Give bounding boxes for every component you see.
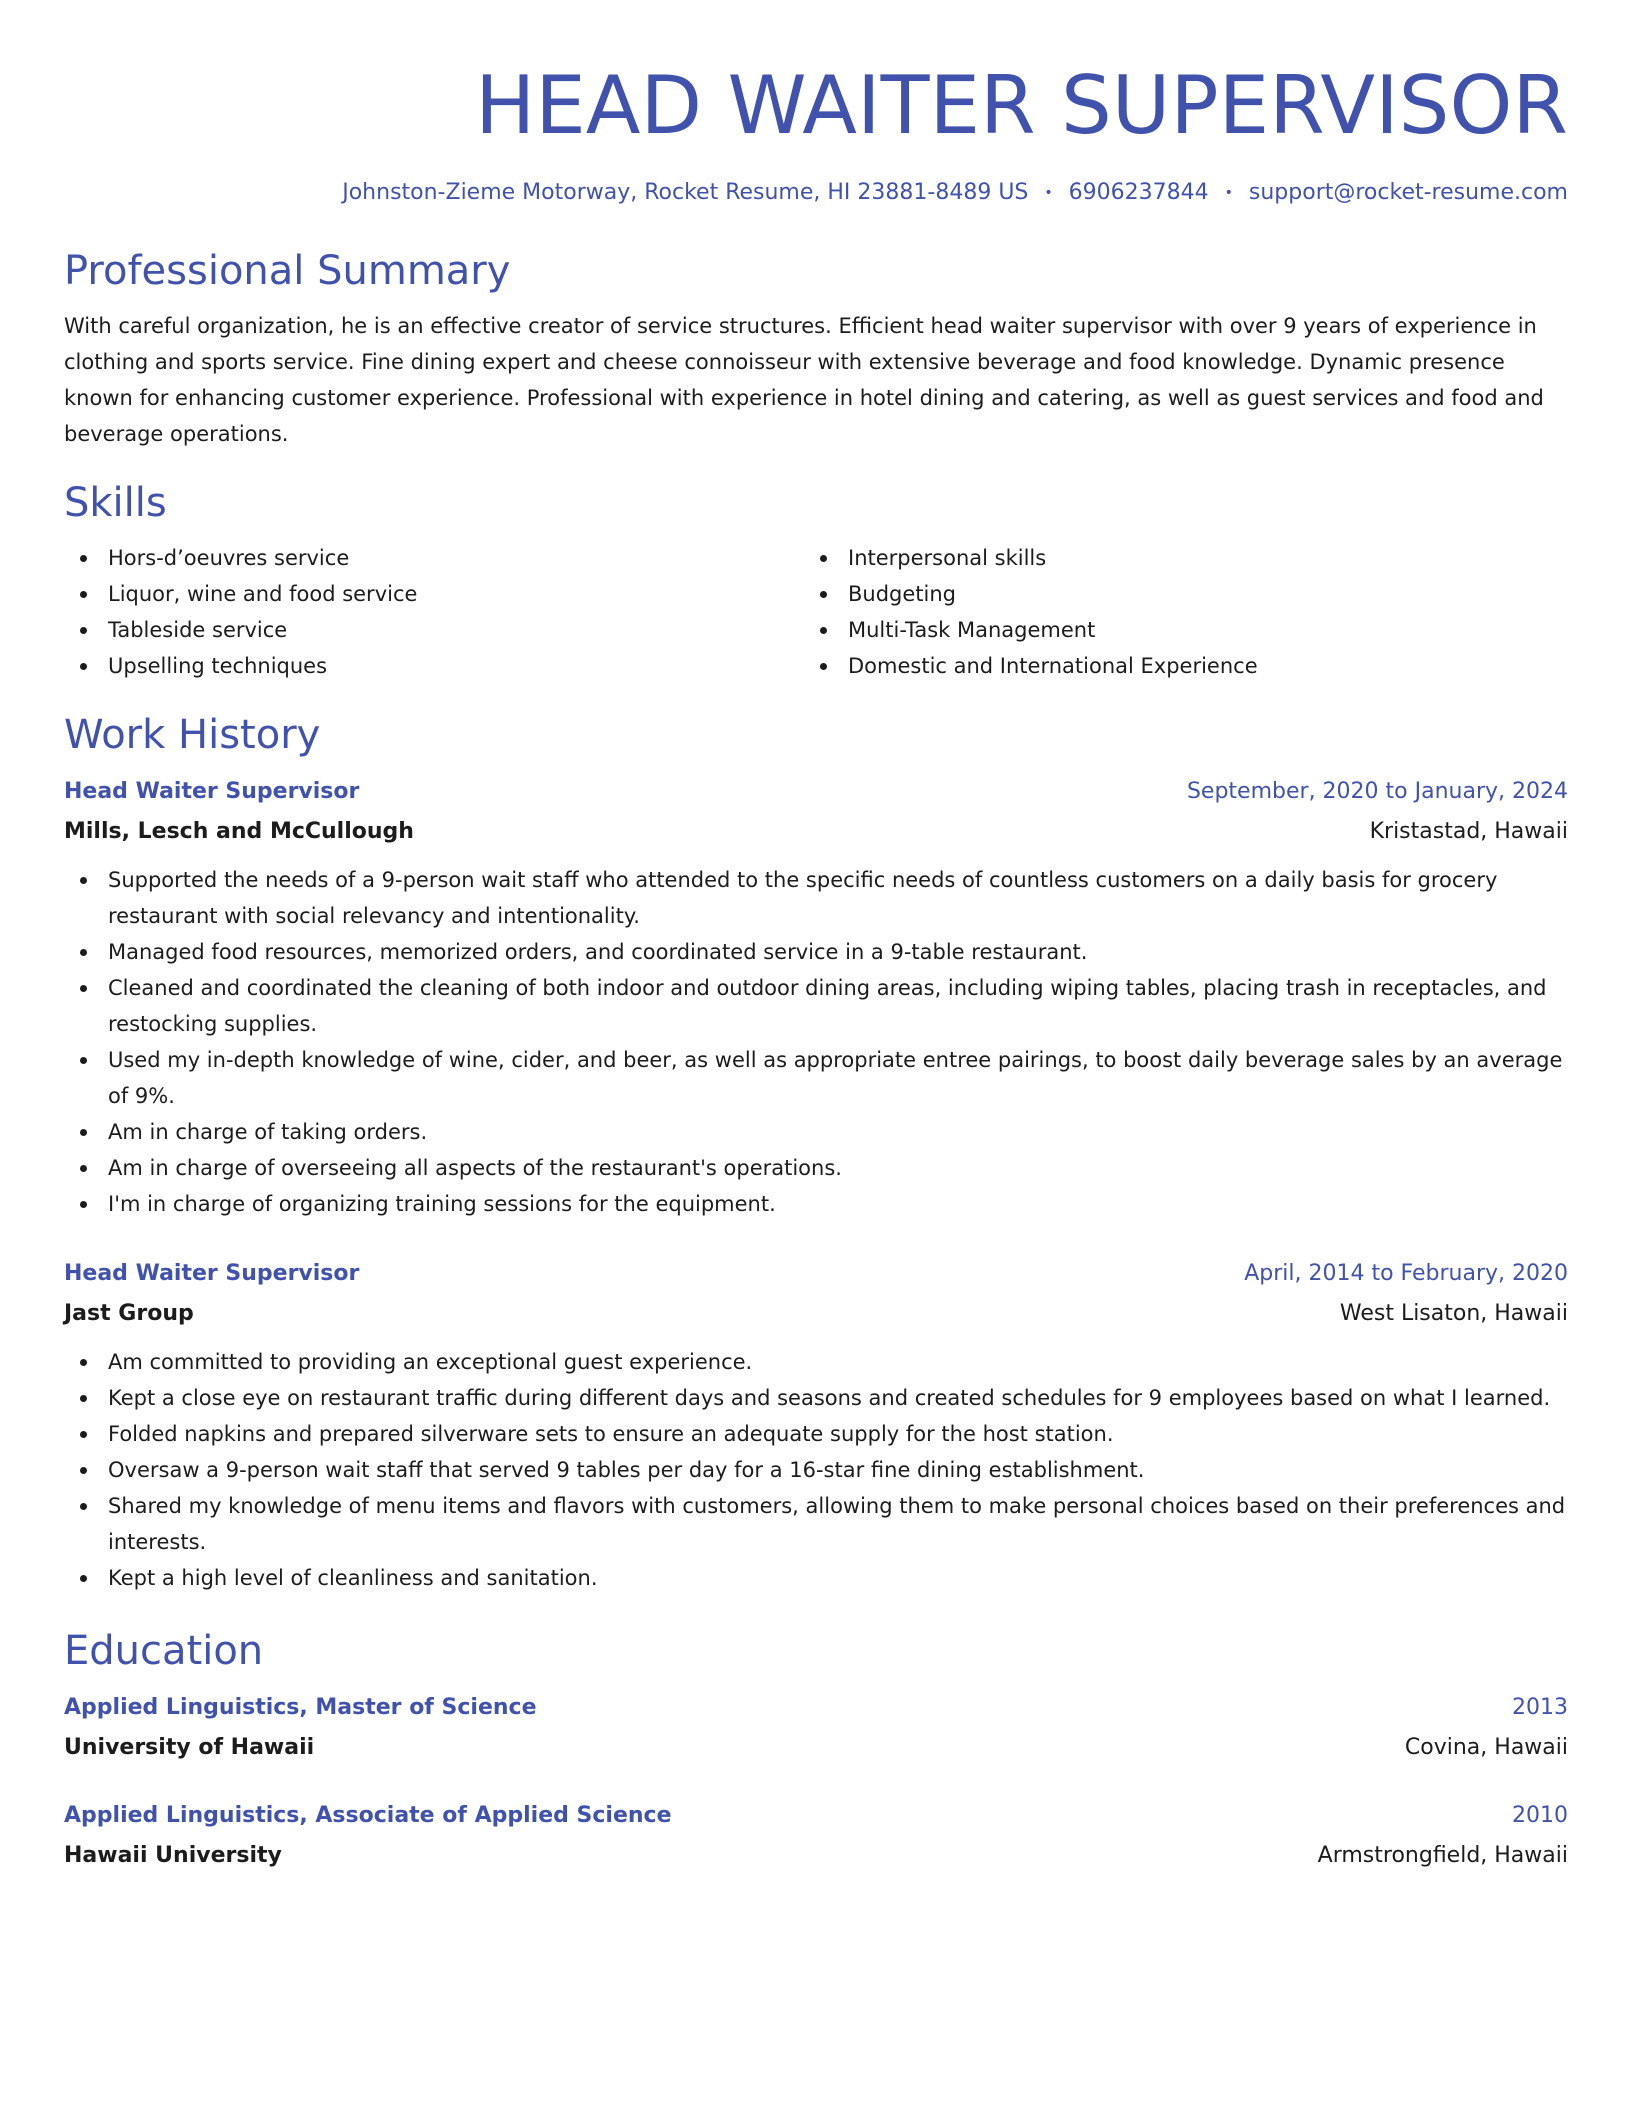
contact-address: Johnston-Zieme Motorway, Rocket Resume, HI 23881-8489 US xyxy=(342,180,1029,205)
education-header xyxy=(64,1796,1568,1836)
contact-separator: • xyxy=(1224,185,1233,201)
job-subheader xyxy=(64,1294,1568,1334)
education-year: 2013 xyxy=(1512,1695,1568,1720)
contact-email[interactable]: support@rocket-resume.com xyxy=(1248,180,1568,205)
job-location: Kristastad, Hawaii xyxy=(1369,819,1568,844)
job-title: Head Waiter Supervisor xyxy=(64,1261,360,1286)
job-entry xyxy=(64,1254,1568,1596)
job-bullet: Shared my knowledge of menu items and flavors with customers, allowing them to make personal choices based on their preferences and interests. xyxy=(64,1488,1568,1560)
job-bullet: Am committed to providing an exceptional guest experience. xyxy=(64,1344,1568,1380)
job-bullet: Supported the needs of a 9-person wait staff who attended to the specific needs of countless customers on a daily basis for grocery restaurant with social relevancy and intentionality. xyxy=(64,862,1568,934)
education-degree: Applied Linguistics, Master of Science xyxy=(64,1695,537,1720)
job-bullets xyxy=(64,1344,1568,1596)
job-subheader xyxy=(64,812,1568,852)
job-header xyxy=(64,1254,1568,1294)
job-entry xyxy=(64,772,1568,1222)
resume-name: HEAD WAITER SUPERVISOR xyxy=(475,59,1568,152)
job-dates: April, 2014 to February, 2020 xyxy=(1244,1261,1568,1286)
skill-item: Upselling techniques xyxy=(64,648,804,684)
skills-columns xyxy=(64,540,1568,684)
contact-separator: • xyxy=(1044,185,1053,201)
skill-item: Interpersonal skills xyxy=(804,540,1544,576)
skills-column-left xyxy=(64,540,804,684)
job-bullet: Cleaned and coordinated the cleaning of both indoor and outdoor dining areas, including wiping tables, placing trash in receptacles, and restocking supplies. xyxy=(64,970,1568,1042)
education-degree: Applied Linguistics, Associate of Applied Science xyxy=(64,1803,672,1828)
job-bullet: Am in charge of taking orders. xyxy=(64,1114,1568,1150)
contact-line xyxy=(64,178,1568,208)
job-bullet: Am in charge of overseeing all aspects of the restaurant's operations. xyxy=(64,1150,1568,1186)
skill-item: Liquor, wine and food service xyxy=(64,576,804,612)
work-history-heading: Work History xyxy=(64,712,321,758)
skills-heading: Skills xyxy=(64,480,167,526)
job-bullet: Kept a close eye on restaurant traffic during different days and seasons and created schedules for 9 employees based on what I learned. xyxy=(64,1380,1568,1416)
job-bullet: I'm in charge of organizing training sessions for the equipment. xyxy=(64,1186,1568,1222)
skill-item: Budgeting xyxy=(804,576,1544,612)
job-bullets xyxy=(64,862,1568,1222)
summary-text: With careful organization, he is an effective creator of service structures. Efficient head waiter supervisor with over 9 years of experience in clothing and sports service. Fine dining expert and cheese connoisseur with extensive beverage and food knowledge. Dynamic presence known for enhancing customer experience. Professional with experience in hotel dining and catering, as well as guest services and food and beverage operations. xyxy=(64,314,1544,446)
education-year: 2010 xyxy=(1512,1803,1568,1828)
education-header xyxy=(64,1688,1568,1728)
job-location: West Lisaton, Hawaii xyxy=(1339,1301,1568,1326)
skills-column-right xyxy=(804,540,1544,684)
job-header xyxy=(64,772,1568,812)
job-bullet: Oversaw a 9-person wait staff that served 9 tables per day for a 16-star fine dining establishment. xyxy=(64,1452,1568,1488)
job-bullet: Managed food resources, memorized orders, and coordinated service in a 9-table restaurant. xyxy=(64,934,1568,970)
skill-item: Domestic and International Experience xyxy=(804,648,1544,684)
education-subheader xyxy=(64,1836,1568,1876)
education-entry xyxy=(64,1688,1568,1768)
job-dates: September, 2020 to January, 2024 xyxy=(1186,779,1568,804)
job-company: Mills, Lesch and McCullough xyxy=(64,819,414,844)
skill-item: Multi-Task Management xyxy=(804,612,1544,648)
job-company: Jast Group xyxy=(64,1301,194,1326)
education-location: Armstrongfield, Hawaii xyxy=(1317,1843,1568,1868)
contact-phone: 6906237844 xyxy=(1068,180,1209,205)
education-heading: Education xyxy=(64,1628,264,1674)
job-title: Head Waiter Supervisor xyxy=(64,779,360,804)
education-entry xyxy=(64,1796,1568,1876)
summary-heading: Professional Summary xyxy=(64,248,511,294)
education-location: Covina, Hawaii xyxy=(1404,1735,1568,1760)
skill-item: Hors-d’oeuvres service xyxy=(64,540,804,576)
education-school: University of Hawaii xyxy=(64,1735,315,1760)
education-subheader xyxy=(64,1728,1568,1768)
job-bullet: Kept a high level of cleanliness and sanitation. xyxy=(64,1560,1568,1596)
skill-item: Tableside service xyxy=(64,612,804,648)
education-school: Hawaii University xyxy=(64,1843,282,1868)
job-bullet: Folded napkins and prepared silverware sets to ensure an adequate supply for the host station. xyxy=(64,1416,1568,1452)
job-bullet: Used my in-depth knowledge of wine, cider, and beer, as well as appropriate entree pairings, to boost daily beverage sales by an average of 9%. xyxy=(64,1042,1568,1114)
